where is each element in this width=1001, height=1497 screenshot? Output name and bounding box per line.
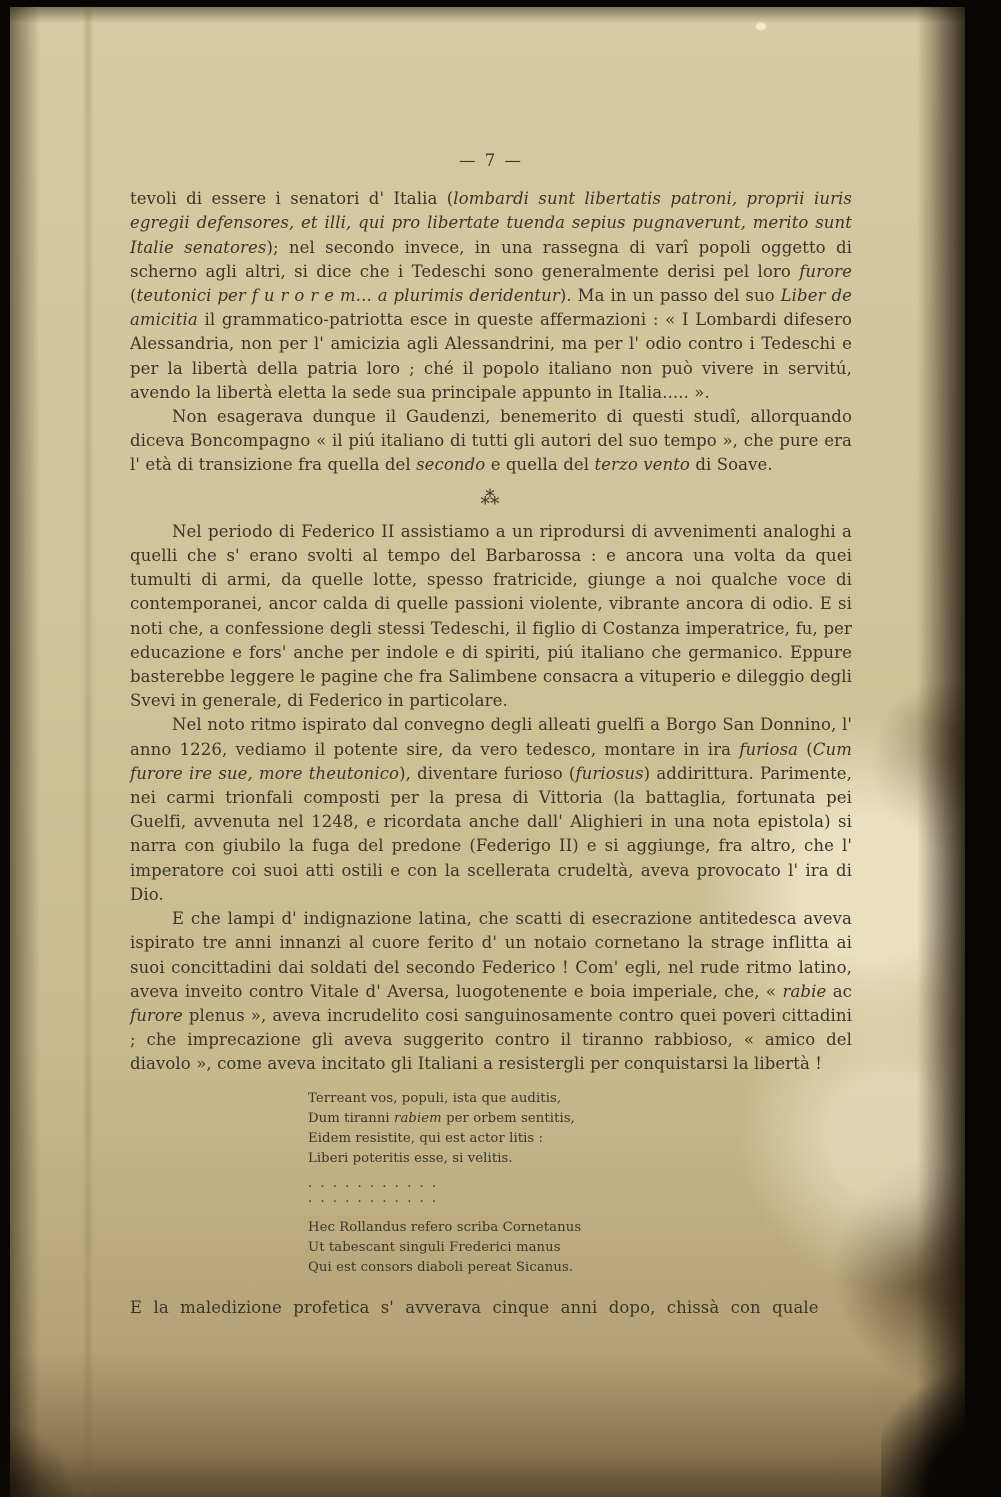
body-text: . . . . . . . . . . . xyxy=(308,1175,439,1191)
body-text: di Soave. xyxy=(689,455,773,475)
body-text: Nel noto ritmo ispirato dal convegno degli alleati guelfi a Borgo San Donnino, l' anno 1226, vediamo il potente sire, da vero tedesco, montare in ira xyxy=(130,715,852,759)
paper-crease xyxy=(82,7,94,1497)
body-text: . . . . . . . . . . . xyxy=(308,1190,439,1206)
paragraph xyxy=(130,187,852,405)
body-text: E la maledizione profetica s' avverava cinque anni dopo, chissà con quale xyxy=(130,1297,819,1317)
body-text: ), diventare furioso ( xyxy=(399,763,576,783)
body-text: ac xyxy=(826,981,852,1001)
body-text: Hec Rollandus refero scriba Cornetanus xyxy=(308,1219,582,1235)
italic-text: furiosus xyxy=(575,763,644,783)
body-text: Terreant vos, populi, ista que auditis, xyxy=(308,1090,562,1106)
paper-speck xyxy=(756,23,766,30)
body-text: Liberi poteritis esse, si velitis. xyxy=(308,1150,513,1166)
paragraph xyxy=(130,907,852,1076)
italic-text: teutonici per f u r o r e m... a plurimis deridentur xyxy=(136,286,560,306)
body-text: Eidem resistite, qui est actor litis : xyxy=(308,1130,544,1146)
italic-text: Cum furore ire sue, more theutonico xyxy=(130,739,852,783)
body-text: Ut tabescant singuli Frederici manus xyxy=(308,1239,561,1255)
italic-text: lombardi sunt libertatis patroni, proprii iuris egregii defensores, et illi, qui pro libertate tuenda sepius pugnaverunt, merito sunt Italie senatores xyxy=(130,189,852,257)
verse-line xyxy=(308,1129,852,1149)
body-text: Dum tiranni xyxy=(308,1110,395,1126)
verse-line xyxy=(308,1109,852,1129)
italic-text: terzo vento xyxy=(594,455,690,475)
italic-text: rabiem xyxy=(394,1110,442,1126)
italic-text: furiosa xyxy=(739,739,799,759)
body-text: tevoli di essere i senatori d' Italia ( xyxy=(130,189,454,209)
scan-artifact xyxy=(977,5,993,16)
asterism-separator: ⁂ xyxy=(480,486,502,509)
body-text: Non esagerava dunque il Gaudenzi, benemerito di questi studî, allorquando diceva Boncompagno « il piú italiano di tutti gli autori del suo tempo », che pure era l' età di transizione fra quella del xyxy=(130,407,852,475)
italic-text: Liber de amicitia xyxy=(130,286,852,330)
body-text: Qui est consors diaboli pereat Sicanus. xyxy=(308,1259,574,1275)
paragraph xyxy=(130,405,852,478)
verse-ellipsis xyxy=(308,1176,852,1206)
verse-line xyxy=(308,1149,852,1169)
verse-line xyxy=(308,1191,852,1206)
verse-line xyxy=(308,1089,852,1109)
paragraph xyxy=(130,520,852,714)
bottom-left-shadow xyxy=(0,1427,80,1497)
verse-line xyxy=(308,1258,852,1278)
page-number: — 7 — xyxy=(459,151,523,170)
body-text: ) addirittura. Parimente, nei carmi trionfali composti per la presa di Vittoria (la battaglia, fortunata pei Guelfi, avvenuta nel 1248, e ricordata anche dall' Alighieri in una nota epistola) si narra con giubilo la fuga del predone (Federigo II) e si aggiunge, fra altro, che l' imperatore coi suoi atti ostili e con la scellerata crudeltà, aveva provocato l' ira di Dio. xyxy=(130,763,853,904)
page-content xyxy=(130,149,852,1320)
torn-corner-shadow xyxy=(881,1357,1001,1497)
text-blocks xyxy=(130,187,852,1320)
italic-text: furore xyxy=(799,261,852,281)
body-text: per orbem sentitis, xyxy=(441,1110,575,1126)
italic-text: rabie xyxy=(782,981,827,1001)
verse-quote xyxy=(308,1089,852,1169)
body-text: Nel periodo di Federico II assistiamo a un riprodursi di avvenimenti analoghi a quelli che s' erano svolti al tempo del Barbarossa : e ancora una volta da quei tumulti di armi, da quelle lotte, spesso fratricide, giunge a noi qualche voce di contemporanei, ancor calda di quelle passioni violente, vibrante ancora di odio. E si noti che, a confessione degli stessi Tedeschi, il figlio di Costanza imperatrice, fu, per educazione e fors' anche per indole e di spiriti, piú italiano che germanico. Eppure basterebbe leggere le pagine che fra Salimbene consacra a vituperio e dileggio degli Svevi in generale, di Federico in particolare. xyxy=(130,521,852,711)
body-text: ( xyxy=(798,739,813,759)
paragraph xyxy=(130,1296,852,1320)
body-text: ). Ma in un passo del suo xyxy=(559,286,781,306)
verse-line xyxy=(308,1218,852,1238)
body-text: ( xyxy=(130,286,137,306)
body-text: il grammatico-patriotta esce in queste affermazioni : « I Lombardi difesero Alessandria, non per l' amicizia agli Alessandrini, ma per l' odio contro i Tedeschi e per la libertà della patria loro ; ché il popolo italiano non può vivere in servitú, avendo la libertà eletta la sede sua principale appunto in Italia..... ». xyxy=(130,310,852,402)
verse-quote xyxy=(308,1218,852,1278)
body-text: e quella del xyxy=(485,455,595,475)
verse-line xyxy=(308,1176,852,1191)
body-text: plenus », aveva incrudelito cosi sanguinosamente contro quei poveri cittadini ; che imprecazione gli aveva suggerito contro il tiranno rabbioso, « amico del diavolo », come aveva incitato gli Italiani a resistergli per conquistarsi la libertà ! xyxy=(130,1005,852,1074)
body-text: ); nel secondo invece, in una rassegna di varî popoli oggetto di scherno agli altri, si dice che i Tedeschi sono generalmente derisi pel loro xyxy=(130,237,853,281)
verse-line xyxy=(308,1238,852,1258)
body-text: E che lampi d' indignazione latina, che scatti di esecrazione antitedesca aveva ispirato tre anni innanzi al cuore ferito d' un notaio cornetano la strage inflitta ai suoi concittadini dai soldati del secondo Federico ! Com' egli, nel rude ritmo latino, aveva inveito contro Vitale d' Aversa, luogotenente e boia imperiale, che, « xyxy=(130,909,852,1001)
italic-text: secondo xyxy=(416,455,486,475)
paper xyxy=(10,7,965,1497)
paragraph xyxy=(130,713,852,907)
italic-text: furore xyxy=(130,1005,183,1025)
